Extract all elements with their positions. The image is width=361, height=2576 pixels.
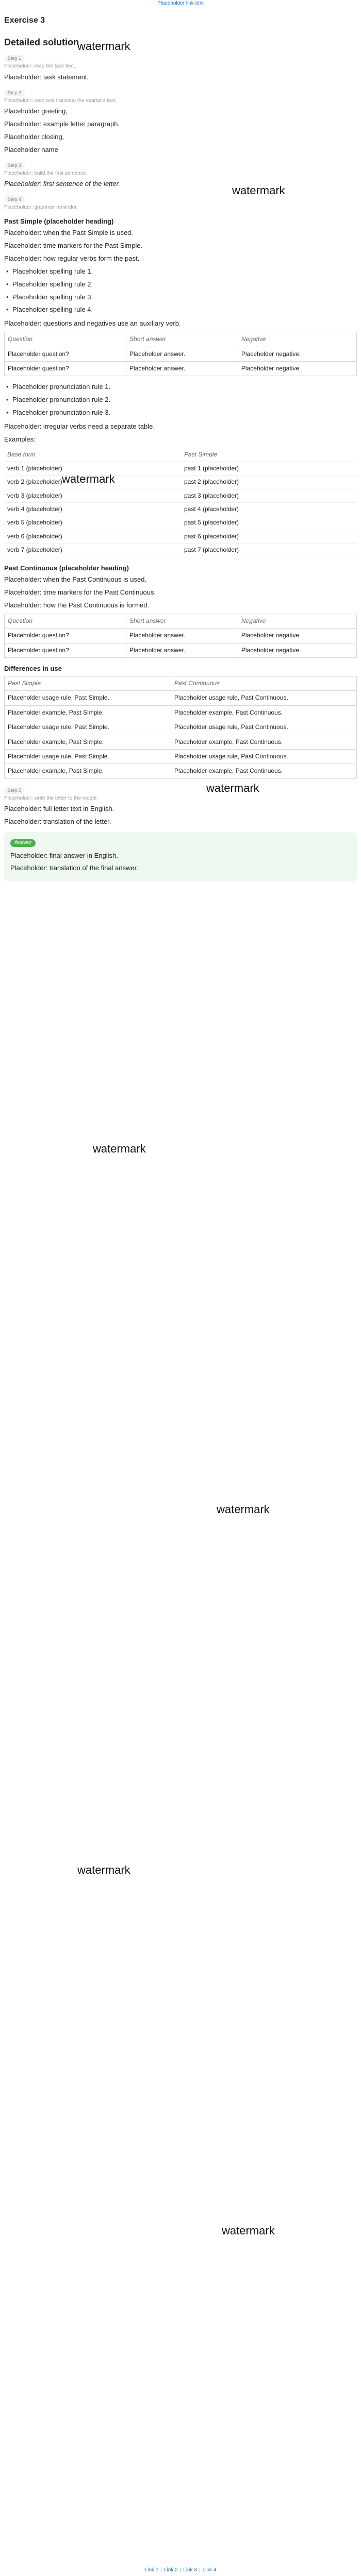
answer-chip: Answer — [10, 839, 36, 847]
exercise-title: Exercise 3 — [4, 16, 45, 25]
table-row — [4, 530, 357, 543]
footer-link[interactable]: Link 4 — [202, 2567, 217, 2573]
past-continuous-heading: Past Continuous (placeholder heading) — [4, 564, 129, 572]
table-cell: verb 6 (placeholder) — [4, 530, 181, 543]
table-cell: Placeholder usage rule, Past Continuous. — [171, 691, 356, 705]
table-row — [4, 476, 357, 489]
spelling-rules-list — [4, 267, 357, 315]
step-chip: Step 4 — [4, 196, 25, 203]
past-continuous-table — [4, 614, 357, 658]
watermark: watermark — [222, 2224, 275, 2237]
column-header: Question — [5, 332, 126, 347]
table-cell: Placeholder question? — [5, 347, 126, 361]
step-chip: Step 2 — [4, 90, 25, 96]
footer-links — [0, 2567, 361, 2574]
top-link[interactable]: Placeholder link text — [157, 1, 204, 6]
table-cell: verb 5 (placeholder) — [4, 516, 181, 530]
footer-separator: | — [160, 2567, 162, 2573]
table-row — [5, 735, 357, 749]
table-cell: past 5 (placeholder) — [181, 516, 357, 530]
table-header-row — [5, 676, 357, 691]
final-answer-box — [4, 832, 357, 882]
examples-label: Examples: — [4, 435, 36, 443]
table-cell: Placeholder answer. — [126, 347, 238, 361]
table-cell: past 4 (placeholder) — [181, 503, 357, 516]
table-row — [5, 361, 357, 376]
step-text: Placeholder: task statement. — [4, 73, 89, 81]
past-simple-heading: Past Simple (placeholder heading) — [4, 217, 114, 225]
letter-body: Placeholder: example letter paragraph. — [4, 120, 120, 128]
past-simple-markers: Placeholder: time markers for the Past Simple. — [4, 242, 143, 250]
column-header: Negative — [238, 614, 356, 629]
table-row — [5, 691, 357, 705]
column-header: Short answer — [126, 332, 238, 347]
step-4 — [4, 194, 357, 779]
table-cell: verb 1 (placeholder) — [4, 462, 181, 475]
table-cell: verb 7 (placeholder) — [4, 544, 181, 557]
footer-separator: | — [179, 2567, 182, 2573]
list-item: • Placeholder spelling rule 3. — [4, 293, 357, 302]
step-hint: Placeholder: grammar reminder. — [4, 205, 78, 211]
table-cell: Placeholder example, Past Continuous. — [171, 764, 356, 778]
table-cell: Placeholder usage rule, Past Simple. — [5, 720, 171, 735]
step-chip: Step 1 — [4, 55, 25, 62]
table-cell: past 1 (placeholder) — [181, 462, 357, 475]
table-cell: Placeholder question? — [5, 361, 126, 376]
table-header-row — [5, 614, 357, 629]
table-row — [4, 544, 357, 557]
letter-closing: Placeholder closing, — [4, 132, 64, 141]
letter-english: Placeholder: full letter text in English. — [4, 805, 114, 813]
watermark: watermark — [77, 1863, 130, 1876]
table-cell: Placeholder negative. — [238, 361, 356, 376]
table-row — [5, 749, 357, 764]
pronunciation-rules-list — [4, 382, 357, 418]
table-header-row — [4, 448, 357, 462]
table-cell: Placeholder answer. — [126, 629, 238, 643]
solution-title: Detailed solution — [4, 37, 79, 48]
table-row — [5, 629, 357, 643]
table-cell: Placeholder answer. — [126, 643, 238, 657]
table-cell: Placeholder example, Past Simple. — [5, 764, 171, 778]
step-hint: Placeholder: build the first sentence. — [4, 170, 88, 176]
watermark: watermark — [77, 40, 130, 53]
table-cell: verb 4 (placeholder) — [4, 503, 181, 516]
table-cell: Placeholder question? — [5, 643, 126, 657]
watermark: watermark — [62, 472, 115, 485]
irregular-verbs-table — [4, 448, 357, 557]
past-simple-table — [4, 332, 357, 376]
table-row — [5, 705, 357, 720]
table-cell: Placeholder example, Past Continuous. — [171, 735, 356, 749]
table-cell: verb 3 (placeholder) — [4, 489, 181, 502]
list-item: • Placeholder spelling rule 2. — [4, 280, 357, 290]
table-cell: Placeholder usage rule, Past Continuous. — [171, 749, 356, 764]
footer-separator: | — [199, 2567, 201, 2573]
watermark: watermark — [232, 184, 285, 197]
table-cell: Placeholder negative. — [238, 629, 356, 643]
step-hint: Placeholder: write the letter to the model. — [4, 795, 98, 801]
column-header: Past Simple — [181, 448, 357, 462]
usage-heading: Differences in use — [4, 665, 62, 673]
table-cell: Placeholder example, Past Simple. — [5, 735, 171, 749]
step-chip: Step 5 — [4, 787, 25, 794]
column-header: Short answer — [126, 614, 238, 629]
footer-link[interactable]: Link 2 — [164, 2567, 178, 2573]
table-cell: Placeholder usage rule, Past Simple. — [5, 691, 171, 705]
step-2 — [4, 88, 357, 155]
list-item: • Placeholder pronunciation rule 2. — [4, 395, 357, 405]
past-continuous-usage: Placeholder: when the Past Continuous is used. — [4, 575, 147, 584]
list-item: • Placeholder spelling rule 1. — [4, 267, 357, 277]
past-simple-usage: Placeholder: when the Past Simple is used. — [4, 229, 134, 237]
footer-link[interactable]: Link 3 — [183, 2567, 197, 2573]
usage-comparison-table — [4, 676, 357, 779]
solution-page — [0, 7, 361, 2237]
step-hint: Placeholder: read the task text. — [4, 63, 75, 70]
list-item: • Placeholder spelling rule 4. — [4, 305, 357, 315]
table-cell: Placeholder usage rule, Past Simple. — [5, 749, 171, 764]
list-item: • Placeholder pronunciation rule 3. — [4, 408, 357, 418]
column-header: Base form — [4, 448, 181, 462]
table-row — [4, 489, 357, 502]
table-row — [5, 764, 357, 778]
table-row — [4, 516, 357, 530]
step-hint: Placeholder: read and translate the example text. — [4, 97, 117, 104]
table-row — [5, 347, 357, 361]
watermark: watermark — [206, 782, 259, 794]
table-cell: past 6 (placeholder) — [181, 530, 357, 543]
step-3 — [4, 160, 357, 189]
column-header: Negative — [238, 332, 356, 347]
table-cell: Placeholder usage rule, Past Continuous. — [171, 720, 356, 735]
letter-translation: Placeholder: translation of the letter. — [4, 818, 111, 826]
table-row — [4, 503, 357, 516]
past-continuous-markers: Placeholder: time markers for the Past Continuous. — [4, 588, 156, 597]
watermark: watermark — [217, 1503, 270, 1516]
table-cell: past 3 (placeholder) — [181, 489, 357, 502]
column-header: Past Simple — [5, 676, 171, 691]
table-cell: Placeholder answer. — [126, 361, 238, 376]
auxiliary-rule: Placeholder: questions and negatives use an auxiliary verb. — [4, 319, 181, 328]
table-cell: Placeholder negative. — [238, 347, 356, 361]
table-cell: Placeholder example, Past Continuous. — [171, 705, 356, 720]
table-header-row — [5, 332, 357, 347]
answer-translation: Placeholder: translation of the final answer. — [10, 864, 138, 872]
table-cell: past 7 (placeholder) — [181, 544, 357, 557]
table-cell: verb 2 (placeholder) — [4, 476, 181, 489]
footer-link[interactable]: Link 1 — [144, 2567, 159, 2573]
table-cell: Placeholder question? — [5, 629, 126, 643]
table-cell: Placeholder example, Past Simple. — [5, 705, 171, 720]
irregular-verbs-rule: Placeholder: irregular verbs need a separate table. — [4, 422, 155, 430]
letter-greeting: Placeholder greeting, — [4, 107, 68, 115]
letter-signature: Placeholder name — [4, 145, 58, 154]
table-row — [5, 643, 357, 657]
table-cell: Placeholder negative. — [238, 643, 356, 657]
answer-english: Placeholder: final answer in English. — [10, 851, 118, 859]
step-1 — [4, 53, 357, 82]
column-header: Question — [5, 614, 126, 629]
table-row — [5, 720, 357, 735]
past-continuous-form: Placeholder: how the Past Continuous is formed. — [4, 601, 150, 609]
watermark: watermark — [93, 1142, 146, 1155]
step-chip: Step 3 — [4, 162, 25, 169]
column-header: Past Continuous — [171, 676, 356, 691]
list-item: • Placeholder pronunciation rule 1. — [4, 382, 357, 392]
regular-verbs-rule: Placeholder: how regular verbs form the past. — [4, 255, 140, 263]
step-5 — [4, 785, 357, 827]
table-cell: past 2 (placeholder) — [181, 476, 357, 489]
first-sentence: Placeholder: first sentence of the letter. — [4, 180, 120, 188]
table-row — [4, 462, 357, 475]
